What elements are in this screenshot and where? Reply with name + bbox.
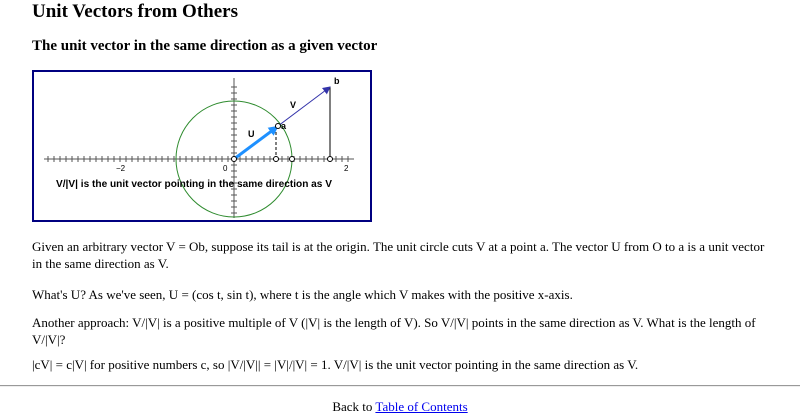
horizontal-rule bbox=[0, 385, 800, 387]
paragraph-another-approach: Another approach: V/|V| is a positive multiple of V (|V| is the length of V). So V/|V| points in the same direction as V. What is the length of V/|V|? bbox=[32, 315, 756, 347]
page-title: Unit Vectors from Others bbox=[32, 1, 238, 22]
foot-point-a bbox=[274, 157, 279, 162]
footer-prefix: Back to bbox=[332, 399, 376, 414]
unit-point bbox=[290, 157, 295, 162]
section-heading: The unit vector in the same direction as a given vector bbox=[32, 38, 378, 54]
paragraph-arbitrary-vector: Given an arbitrary vector V = Ob, suppose its tail is at the origin. The unit circle cuts V at a point a. The vector U from O to a is a unit vector in the same direction as V. bbox=[32, 239, 765, 271]
tick-label-2: 2 bbox=[344, 164, 349, 173]
label-b: b bbox=[334, 76, 340, 86]
vector-u bbox=[234, 127, 277, 159]
paragraph-whats-u: What's U? As we've seen, U = (cos t, sin t), where t is the angle which V makes with the positive x-axis. bbox=[32, 287, 573, 302]
figure-canvas bbox=[34, 72, 370, 220]
point-a bbox=[276, 124, 281, 129]
tick-label-neg2: −2 bbox=[116, 164, 126, 173]
foot-point-b bbox=[328, 157, 333, 162]
unit-vector-figure bbox=[32, 70, 372, 222]
tick-label-0: 0 bbox=[223, 164, 228, 173]
origin-point bbox=[232, 157, 237, 162]
figure-caption: V/|V| is the unit vector pointing in the same direction as V bbox=[56, 179, 333, 190]
label-a: a bbox=[281, 121, 287, 131]
footer-nav bbox=[0, 398, 800, 415]
paragraph-length-proof: |cV| = c|V| for positive numbers c, so |V/|V|| = |V|/|V| = 1. V/|V| is the unit vector pointing in the same direction as V. bbox=[32, 357, 639, 372]
table-of-contents-link[interactable]: Table of Contents bbox=[375, 399, 468, 414]
label-u: U bbox=[248, 129, 255, 139]
label-v: V bbox=[290, 100, 297, 110]
